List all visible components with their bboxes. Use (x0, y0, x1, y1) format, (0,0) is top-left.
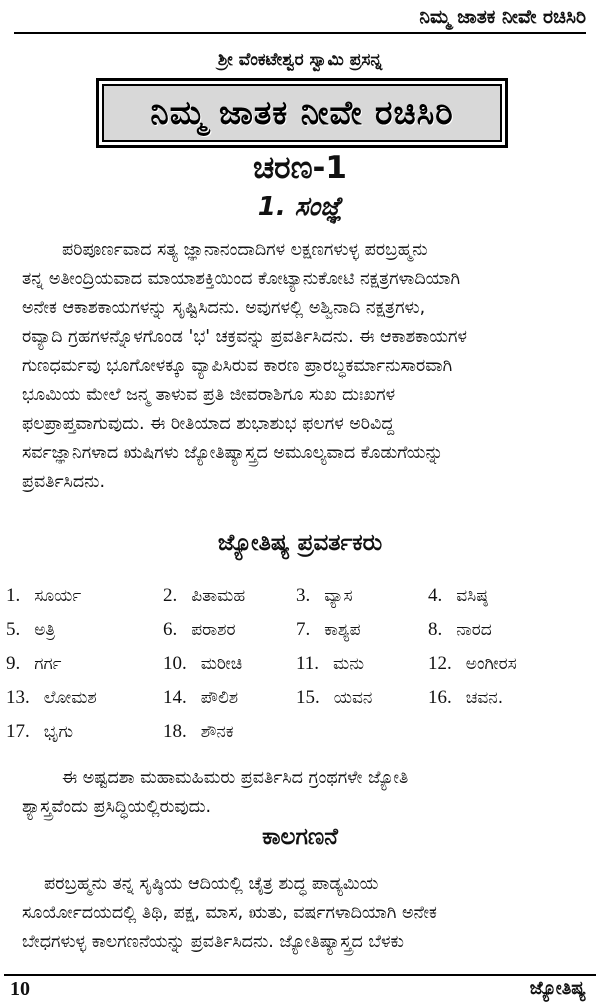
list-item (296, 582, 353, 610)
list-row (6, 684, 596, 718)
footer-rule (4, 974, 596, 976)
subheading-time-reckoning: ಕಾಲಗಣನೆ (262, 824, 338, 850)
invocation-line: ಶ್ರೀ ವೆಂಕಟೇಶ್ವರ ಸ್ವಾಮಿ ಪ್ರಸನ್ನ (217, 50, 383, 70)
book-title: ನಿಮ್ಮ ಜಾತಕ ನೀವೇ ರಚಿಸಿರಿ (150, 93, 454, 132)
item-name: ಭೃಗು (43, 722, 74, 742)
text-line: ಪ್ರವರ್ತಿಸಿದನು. (22, 472, 106, 492)
text-line: ಸರ್ವಜ್ಞಾನಿಗಳಾದ ಋಷಿಗಳು ಜ್ಯೋತಿಷ್ಯಾಸ್ತ್ರದ ಅಮೂಲ್ಯವಾದ ಕೊಡುಗೆಯನ್ನು (22, 443, 444, 463)
item-number: 9. (6, 653, 21, 674)
item-name: ಪೌಲಿಶ (200, 688, 239, 708)
item-name: ಚವನ. (465, 688, 504, 708)
page-number: 10 (10, 978, 30, 1000)
paragraph-sages-summary (22, 764, 578, 822)
text-line: ಪರಬ್ರಹ್ಮನು ತನ್ನ ಸೃಷ್ಠಿಯ ಆದಿಯಲ್ಲಿ ಚೈತ್ರ ಶುದ್ಧ ಪಾಡ್ಯಮಿಯ (44, 874, 379, 894)
text-line: ಶ್ಯಾಸ್ತ್ರವೆಂದು ಪ್ರಸಿದ್ಧಿಯಲ್ಲಿರುವುದು. (22, 797, 212, 817)
text-line: ತನ್ನ ಅತೀಂದ್ರಿಯವಾದ ಮಾಯಾಶಕ್ತಿಯಿಂದ ಕೋಟ್ಯಾನುಕೋಟಿ ನಕ್ಷತ್ರಗಳಾದಿಯಾಗಿ (22, 269, 461, 289)
text-line: ಪರಿಪೂರ್ಣವಾದ ಸತ್ಯ ಜ್ಞಾನಾನಂದಾದಿಗಳ ಲಕ್ಷಣಗಳುಳ್ಳ ಪರಬ್ರಹ್ಮನು (62, 240, 428, 260)
list-item (6, 684, 97, 712)
text-line: ಅನೇಕ ಆಕಾಶಕಾಯಗಳನ್ನು ಸೃಷ್ಟಿಸಿದನು. ಅವುಗಳಲ್ಲಿ ಅಶ್ವಿನಾದಿ ನಕ್ಷತ್ರಗಳು, (22, 298, 426, 318)
list-item (6, 650, 61, 678)
list-item (163, 650, 242, 678)
list-item (296, 650, 364, 678)
item-number: 17. (6, 721, 30, 742)
list-row (6, 650, 596, 684)
item-number: 16. (428, 687, 452, 708)
text-line: ಭೂಮಿಯ ಮೇಲೆ ಜನ್ಮ ತಾಳುವ ಪ್ರತಿ ಜೀವರಾಶಿಗೂ ಸುಖ ದುಃಖಗಳ (22, 385, 396, 405)
item-number: 2. (163, 585, 178, 606)
text-line: ಸೂರ್ಯೋದಯದಲ್ಲಿ ತಿಥಿ, ಪಕ್ಷ, ಮಾಸ, ಋತು, ವರ್ಷಗಳಾದಿಯಾಗಿ ಅನೇಕ (22, 903, 437, 923)
section-heading: 1. ಸಂಜ್ಞೆ (257, 192, 343, 222)
item-name: ಅತ್ರಿ (34, 620, 56, 640)
text-line: ಬೇಧಗಳುಳ್ಳ ಕಾಲಗಣನೆಯನ್ನು ಪ್ರವರ್ತಿಸಿದನು. ಜ್ಯೋತಿಷ್ಯಾಸ್ತ್ರದ ಬೆಳಕು (22, 932, 404, 952)
text-line: ಗುಣಧರ್ಮವು ಭೂಗೋಳಕ್ಕೂ ವ್ಯಾಪಿಸಿರುವ ಕಾರಣ ಪ್ರಾರಬ್ಧಕರ್ಮಾನುಸಾರವಾಗಿ (22, 356, 453, 376)
list-item (296, 616, 360, 644)
item-name: ನಾರದ (456, 620, 492, 640)
item-number: 6. (163, 619, 178, 640)
item-name: ಪಿತಾಮಹ (191, 586, 246, 606)
item-name: ಮರೀಚಿ (200, 654, 243, 674)
list-item (6, 718, 73, 746)
item-number: 15. (296, 687, 320, 708)
item-number: 5. (6, 619, 21, 640)
running-header: ನಿಮ್ಮ ಜಾತಕ ನೀವೇ ರಚಿಸಿರಿ (419, 6, 586, 28)
chapter-heading: ಚರಣ-1 (253, 150, 347, 186)
item-name: ಗರ್ಗ (34, 654, 62, 674)
item-number: 4. (428, 585, 443, 606)
item-name: ಪರಾಶರ (191, 620, 236, 640)
item-number: 10. (163, 653, 187, 674)
book-title-banner (96, 78, 508, 148)
item-name: ವಸಿಷ್ಠ (456, 586, 488, 606)
item-name: ಶೌನಕ (200, 722, 234, 742)
item-number: 11. (296, 653, 320, 674)
item-number: 13. (6, 687, 30, 708)
item-name: ಕಾಶ್ಯಪ (324, 620, 361, 640)
item-number: 18. (163, 721, 187, 742)
list-item (296, 684, 372, 712)
item-number: 12. (428, 653, 452, 674)
item-name: ಸೂರ್ಯ (34, 586, 82, 606)
list-item (163, 616, 235, 644)
list-row (6, 718, 596, 752)
text-line: ಫಲಪ್ರಾಪ್ತವಾಗುವುದು. ಈ ರೀತಿಯಾದ ಶುಭಾಶುಭ ಫಲಗಳ ಅರಿವಿದ್ದ (22, 414, 395, 434)
header-rule (14, 32, 586, 34)
item-number: 7. (296, 619, 311, 640)
text-line: ರವ್ಯಾದಿ ಗ್ರಹಗಳನ್ನೊಳಗೊಂಡ 'ಭ' ಚಕ್ರವನ್ನು ಪ್ರವರ್ತಿಸಿದನು. ಈ ಆಕಾಶಕಾಯಗಳ (22, 327, 467, 347)
list-item (428, 684, 503, 712)
list-row (6, 582, 596, 616)
subheading-astrology-founders: ಜ್ಯೋತಿಷ್ಯ ಪ್ರವರ್ತಕರು (217, 530, 383, 556)
list-item (163, 582, 245, 610)
list-item (428, 582, 488, 610)
item-number: 1. (6, 585, 21, 606)
list-row (6, 616, 596, 650)
paragraph-time-reckoning (22, 870, 578, 957)
item-name: ಲೋಮಶ (43, 688, 97, 708)
footer-title: ಜ್ಯೋತಿಷ್ಯ (529, 978, 586, 999)
item-name: ವ್ಯಾಸ (324, 586, 353, 606)
paragraph-intro (22, 236, 578, 497)
list-item (428, 616, 492, 644)
list-item (163, 718, 234, 746)
list-item (6, 616, 55, 644)
item-name: ಮನು (333, 654, 365, 674)
item-name: ಅಂಗೀರಸ (465, 654, 517, 674)
list-item (163, 684, 238, 712)
item-number: 8. (428, 619, 443, 640)
item-number: 3. (296, 585, 311, 606)
text-line: ಈ ಅಷ್ಟದಶಾ ಮಹಾಮಹಿಮರು ಪ್ರವರ್ತಿಸಿದ ಗ್ರಂಥಗಳೇ ಜ್ಯೋತಿ (62, 768, 409, 788)
list-item (428, 650, 517, 678)
item-name: ಯವನ (333, 688, 373, 708)
item-number: 14. (163, 687, 187, 708)
list-item (6, 582, 81, 610)
sages-list (6, 582, 596, 752)
